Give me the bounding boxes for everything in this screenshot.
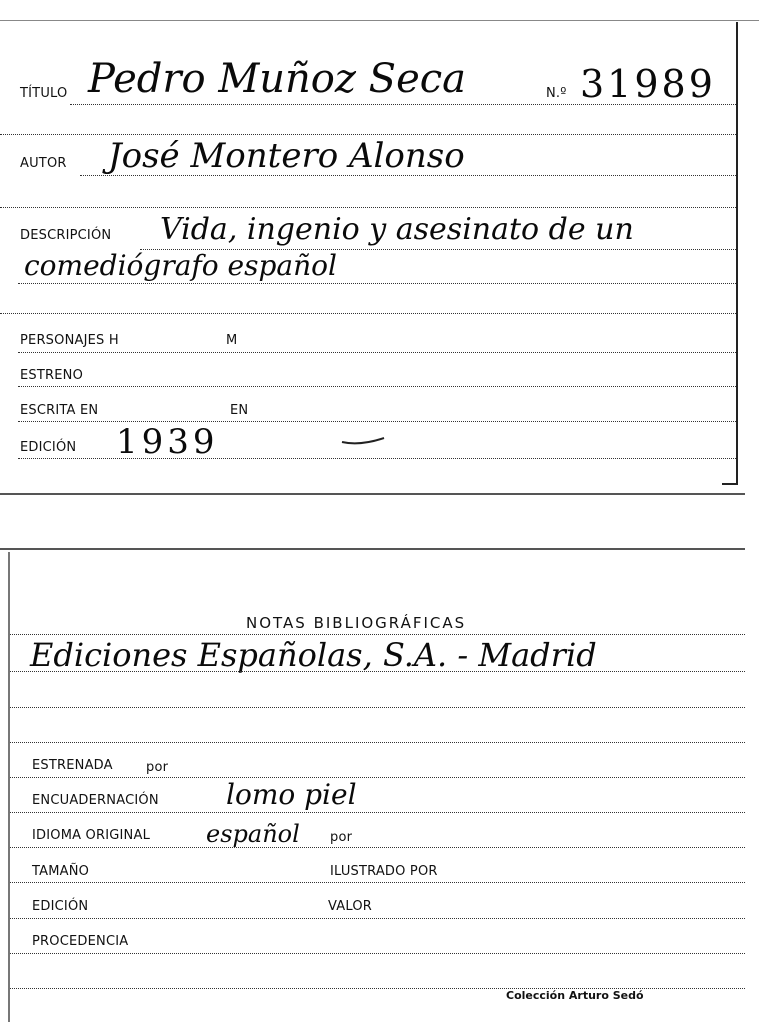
separator-rule bbox=[0, 313, 736, 314]
descripcion-line1: Vida, ingenio y asesinato de un bbox=[160, 212, 634, 247]
catalog-card-bottom bbox=[0, 540, 759, 1028]
procedencia-label: PROCEDENCIA bbox=[32, 934, 129, 949]
notas-rule-3 bbox=[10, 707, 745, 708]
encuadernacion-value: lomo piel bbox=[226, 778, 357, 811]
separator-rule bbox=[0, 207, 736, 208]
ink-mark-icon bbox=[340, 430, 390, 450]
notas-rule-2 bbox=[10, 671, 745, 672]
notas-rule-1 bbox=[10, 634, 745, 635]
valor-label: VALOR bbox=[328, 899, 372, 914]
separator-rule bbox=[0, 134, 736, 135]
notas-value: Ediciones Españolas, S.A. - Madrid bbox=[30, 636, 597, 674]
edicion-label: EDICIÓN bbox=[20, 440, 77, 455]
idioma-value: español bbox=[206, 820, 300, 848]
edicion2-label: EDICIÓN bbox=[32, 899, 89, 914]
card-corner-mark bbox=[722, 483, 738, 485]
m-label: M bbox=[226, 333, 238, 348]
numero-label: N.º bbox=[546, 86, 567, 101]
idioma-label: IDIOMA ORIGINAL bbox=[32, 828, 151, 843]
card-left-edge bbox=[8, 552, 10, 1022]
titulo-rule bbox=[70, 104, 736, 105]
idioma-rule bbox=[10, 847, 745, 848]
encuadernacion-rule bbox=[10, 812, 745, 813]
autor-rule bbox=[80, 175, 736, 176]
tamano-rule bbox=[10, 882, 745, 883]
descripcion-label: DESCRIPCIÓN bbox=[20, 228, 112, 243]
personajes-label: PERSONAJES H bbox=[20, 333, 119, 348]
edicion2-rule bbox=[10, 918, 745, 919]
numero-value: 31989 bbox=[580, 62, 716, 106]
collection-footer: Colección Arturo Sedó bbox=[506, 989, 644, 1002]
notas-heading: NOTAS BIBLIOGRÁFICAS bbox=[246, 614, 467, 632]
card-right-edge bbox=[736, 22, 738, 484]
estreno-label: ESTRENO bbox=[20, 368, 84, 383]
tamano-label: TAMAÑO bbox=[32, 864, 90, 879]
escrita-label: ESCRITA EN bbox=[20, 403, 99, 418]
edicion-value: 1939 bbox=[116, 422, 219, 462]
estrenada-por: por bbox=[146, 760, 169, 775]
en-label: EN bbox=[230, 403, 249, 418]
personajes-rule bbox=[18, 352, 736, 353]
encuadernacion-label: ENCUADERNACIÓN bbox=[32, 793, 159, 808]
catalog-card-top bbox=[0, 0, 759, 500]
card-top-edge bbox=[0, 548, 745, 550]
estrenada-rule bbox=[10, 777, 745, 778]
autor-value: José Montero Alonso bbox=[108, 136, 465, 176]
notas-rule-4 bbox=[10, 742, 745, 743]
card-bottom-edge bbox=[0, 493, 745, 495]
card-top-edge bbox=[0, 20, 759, 21]
descripcion-line2: comediógrafo español bbox=[24, 249, 337, 282]
procedencia-rule bbox=[10, 953, 745, 954]
descripcion-rule-2 bbox=[18, 283, 736, 284]
ilustrado-label: ILUSTRADO POR bbox=[330, 864, 438, 879]
estrenada-label: ESTRENADA bbox=[32, 758, 113, 773]
titulo-label: TÍTULO bbox=[20, 86, 68, 101]
autor-label: AUTOR bbox=[20, 156, 67, 171]
idioma-por: por bbox=[330, 830, 353, 845]
estreno-rule bbox=[18, 386, 736, 387]
edicion-rule bbox=[18, 458, 736, 459]
titulo-value: Pedro Muñoz Seca bbox=[88, 56, 466, 102]
